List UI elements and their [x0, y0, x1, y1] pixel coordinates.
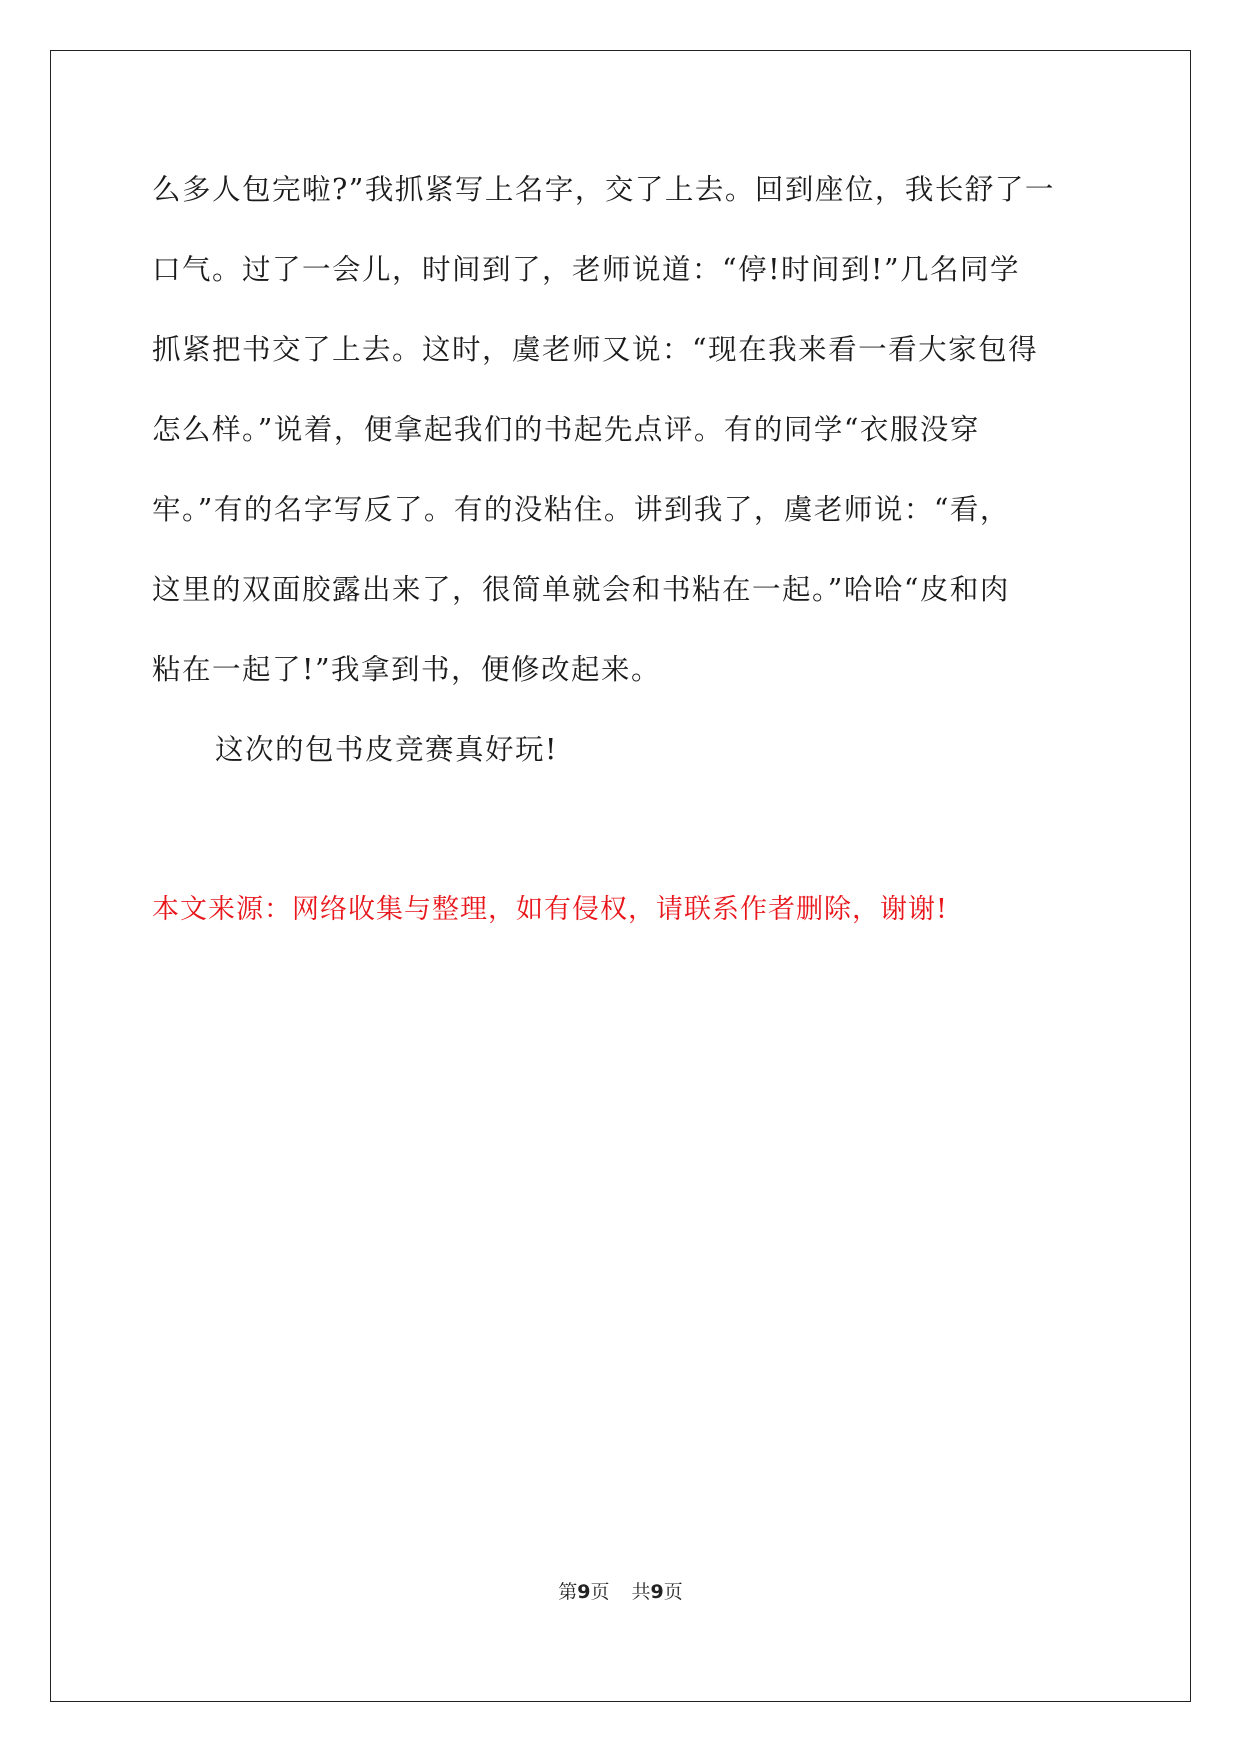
page-footer: [0, 1580, 1241, 1604]
paragraph-line: 怎么样。”说着，便拿起我们的书起先点评。有的同学“衣服没穿: [152, 413, 980, 446]
closing-paragraph: 这次的包书皮竞赛真好玩!: [215, 733, 558, 766]
paragraph-line: 牢。”有的名字写反了。有的没粘住。讲到我了，虞老师说：“看，: [152, 493, 1010, 526]
page-prefix: 第: [558, 1581, 578, 1603]
total-page-count: 9: [650, 1581, 664, 1603]
paragraph-line: 抓紧把书交了上去。这时，虞老师又说：“现在我来看一看大家包得: [152, 333, 1039, 366]
paragraph-line: 这里的双面胶露出来了，很简单就会和书粘在一起。”哈哈“皮和肉: [152, 573, 1010, 606]
total-prefix: 共: [631, 1581, 651, 1603]
paragraph-line: 粘在一起了!”我拿到书，便修改起来。: [152, 653, 662, 686]
source-disclaimer: 本文来源：网络收集与整理，如有侵权，请联系作者删除，谢谢!: [152, 894, 948, 925]
paragraph-line: 口气。过了一会儿，时间到了，老师说道：“停!时间到!”几名同学: [152, 253, 1021, 286]
article-body: [152, 150, 1092, 790]
paragraph-line: 么多人包完啦?”我抓紧写上名字，交了上去。回到座位，我长舒了一: [152, 173, 1055, 206]
page-suffix: 页: [590, 1581, 610, 1603]
total-suffix: 页: [663, 1581, 683, 1603]
current-page-number: 9: [577, 1581, 591, 1603]
